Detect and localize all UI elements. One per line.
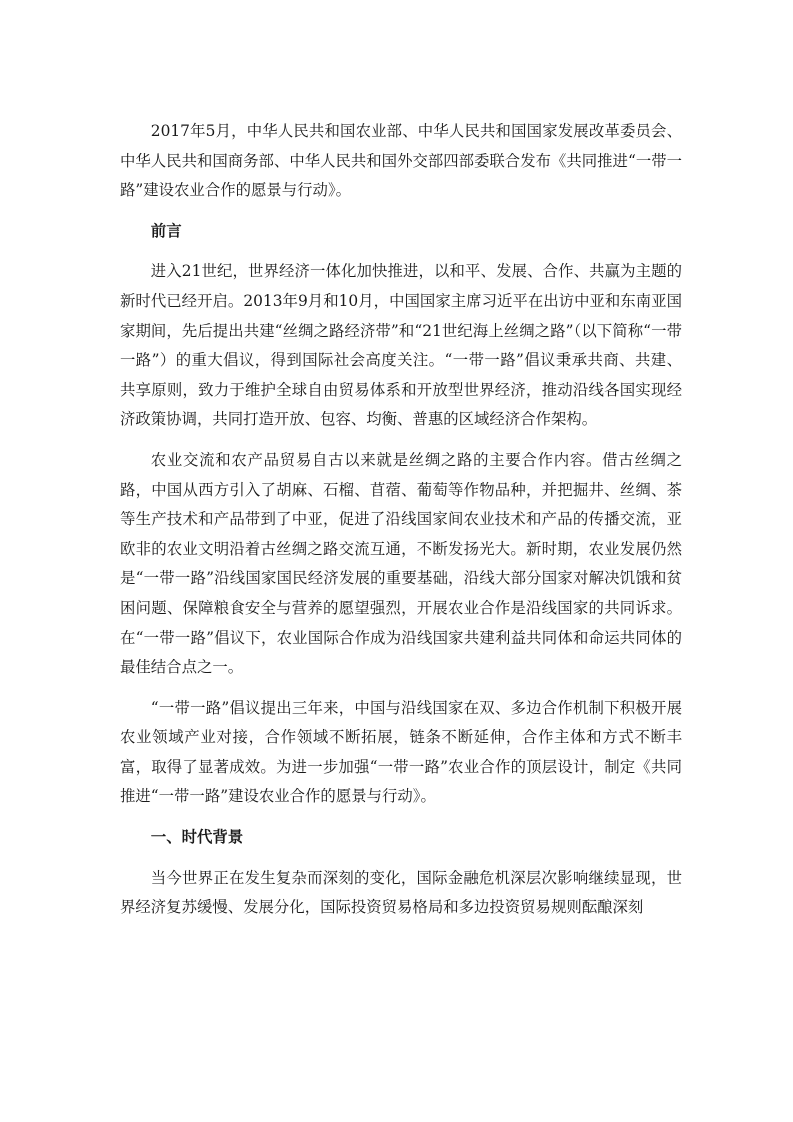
preface-paragraph-1: 进入21世纪，世界经济一体化加快推进，以和平、发展、合作、共赢为主题的新时代已经开启。2013年9月和10月，中国国家主席习近平在出访中亚和东南亚国家期间，先后提出共建“丝绸之路经济带”和“21世纪海上丝绸之路”（以下简称“一带一路”）的重大倡议，得到国际社会高度关注。“一带一路”倡议秉承共商、共建、共享原则，致力于维护全球自由贸易体系和开放型世界经济，推动沿线各国实现经济政策协调，共同打造开放、包容、均衡、普惠的区域经济合作架构。: [120, 262, 682, 429]
section1-heading: 一、时代背景: [150, 828, 244, 847]
preface-heading: 前言: [150, 221, 182, 240]
document-page: [120, 117, 682, 923]
preface-paragraph-3: “一带一路”倡议提出三年来，中国与沿线国家在双、多边合作机制下积极开展农业领域产业对接，合作领域不断拓展，链条不断延伸，合作主体和方式不断丰富，取得了显著成效。为进一步加强“一带一路”农业合作的顶层设计，制定《共同推进“一带一路”建设农业合作的愿景与行动》。: [120, 698, 682, 806]
section1-paragraph: 当今世界正在发生复杂而深刻的变化，国际金融危机深层次影响继续显现，世界经济复苏缓慢、发展分化，国际投资贸易格局和多边投资贸易规则酝酿深刻: [120, 868, 682, 917]
preface-paragraph-2: 农业交流和农产品贸易自古以来就是丝绸之路的主要合作内容。借古丝绸之路，中国从西方引入了胡麻、石榴、苜蓿、葡萄等作物品种，并把掘井、丝绸、茶等生产技术和产品带到了中亚，促进了沿线国家间农业技术和产品的传播交流，亚欧非的农业文明沿着古丝绸之路交流互通，不断发扬光大。新时期，农业发展仍然是“一带一路”沿线国家国民经济发展的重要基础，沿线大部分国家对解决饥饿和贫困问题、保障粮食安全与营养的愿望强烈，开展农业合作是沿线国家的共同诉求。在“一带一路”倡议下，农业国际合作成为沿线国家共建利益共同体和命运共同体的最佳结合点之一。: [120, 450, 682, 677]
intro-paragraph: 2017年5月，中华人民共和国农业部、中华人民共和国国家发展改革委员会、中华人民共和国商务部、中华人民共和国外交部四部委联合发布《共同推进“一带一路”建设农业合作的愿景与行动》。: [120, 122, 682, 200]
